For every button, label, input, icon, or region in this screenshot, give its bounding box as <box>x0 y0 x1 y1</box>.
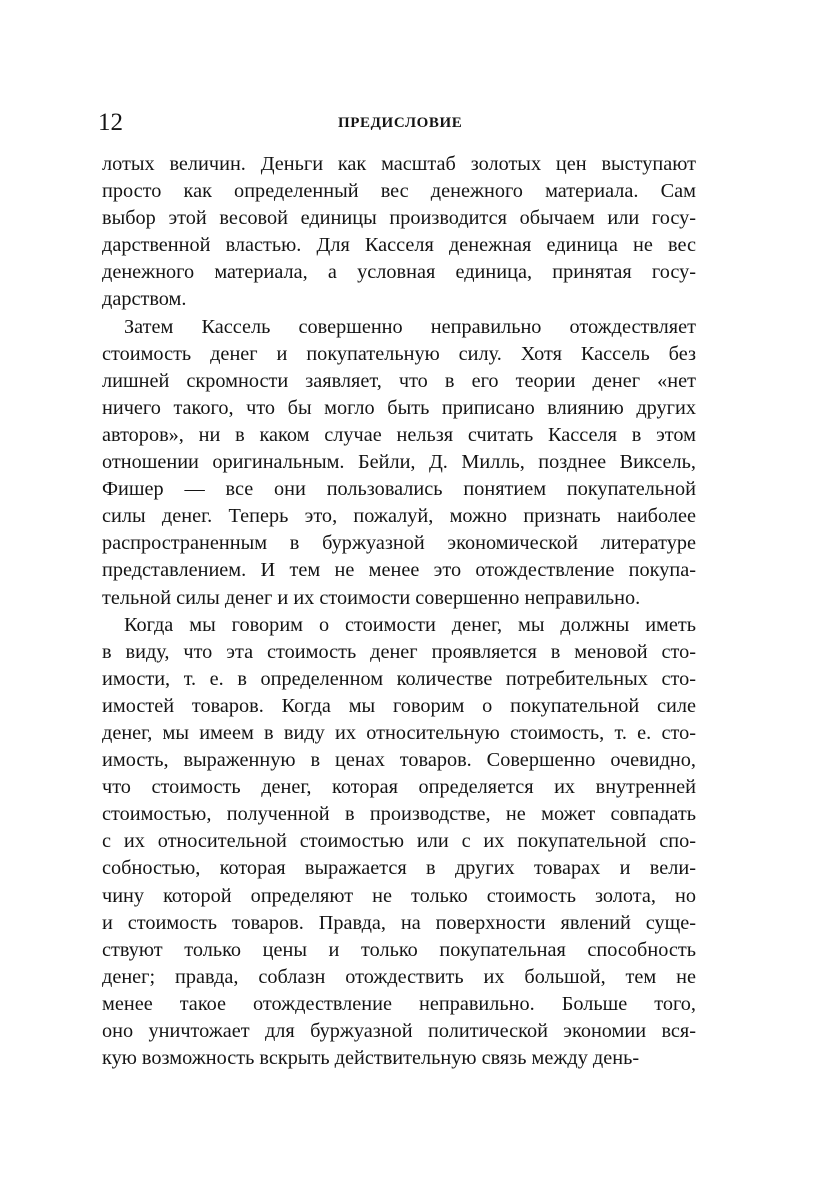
text-line: лотых величин. Деньги как масштаб золотых цен выступают <box>102 153 696 175</box>
text-line: лишней скромности заявляет, что в его теории денег «нет <box>102 369 696 392</box>
text-line: стоимость денег и покупательную силу. Хотя Кассель без <box>102 342 696 365</box>
text-line: имостей товаров. Когда мы говорим о покупательной силе <box>102 694 696 717</box>
text-line: менее такое отождествление неправильно. Больше того, <box>102 992 696 1015</box>
text-line: денежного материала, а условная единица, принятая госу- <box>102 261 696 284</box>
text-line: просто как определенный вес денежного материала. Сам <box>102 180 696 203</box>
body-text <box>102 151 696 1072</box>
text-line: оно уничтожает для буржуазной политической экономии вся- <box>102 1020 696 1042</box>
paragraph <box>102 314 696 612</box>
text-line: выбор этой весовой единицы производится обычаем или госу- <box>102 207 696 230</box>
text-line: стоимостью, полученной в производстве, не может совпадать <box>102 803 696 826</box>
paragraph <box>102 151 696 314</box>
text-line: собностью, которая выражается в других товарах и вели- <box>102 857 696 880</box>
text-line: с их относительной стоимостью или с их покупательной спо- <box>102 830 696 853</box>
text-line: имости, т. е. в определенном количестве потребительных сто- <box>102 667 696 690</box>
text-line: отношении оригинальным. Бейли, Д. Милль, позднее Виксель, <box>102 451 696 474</box>
text-line: и стоимость товаров. Правда, на поверхности явлений суще- <box>102 911 696 934</box>
text-line: распространенным в буржуазной экономической литературе <box>102 532 696 555</box>
text-line: имость, выраженную в ценах товаров. Совершенно очевидно, <box>102 749 696 772</box>
text-line: силы денег. Теперь это, пожалуй, можно признать наиболее <box>102 505 696 528</box>
text-line: ничего такого, что бы могло быть приписано влиянию других <box>102 396 696 419</box>
text-line: денег, мы имеем в виду их относительную стоимость, т. е. сто- <box>102 721 696 744</box>
text-line: чину которой определяют не только стоимость золота, но <box>102 884 696 907</box>
page-number: 12 <box>98 109 123 136</box>
text-line: Фишер — все они пользовались понятием покупательной <box>102 478 696 501</box>
text-line: дарством. <box>102 288 187 311</box>
paragraph <box>102 612 696 1073</box>
text-line: что стоимость денег, которая определяется их внутренней <box>102 776 696 799</box>
text-line: Когда мы говорим о стоимости денег, мы должны иметь <box>124 613 696 636</box>
text-line: в виду, что эта стоимость денег проявляется в меновой сто- <box>102 640 696 663</box>
text-line: денег; правда, соблазн отождествить их большой, тем не <box>102 965 696 988</box>
page-header <box>98 108 696 138</box>
running-head: ПРЕДИСЛОВИЕ <box>338 115 463 131</box>
text-line: представлением. И тем не менее это отождествление покупа- <box>102 559 696 582</box>
text-line: дарственной властью. Для Касселя денежная единица не вес <box>102 234 696 257</box>
text-line: авторов», ни в каком случае нельзя считать Касселя в этом <box>102 423 696 446</box>
text-line: Затем Кассель совершенно неправильно отождествляет <box>124 315 696 338</box>
text-line: тельной силы денег и их стоимости совершенно неправильно. <box>102 586 641 609</box>
text-line: ствуют только цены и только покупательная способность <box>102 938 696 961</box>
text-line: кую возможность вскрыть действительную связь между день- <box>102 1047 640 1070</box>
